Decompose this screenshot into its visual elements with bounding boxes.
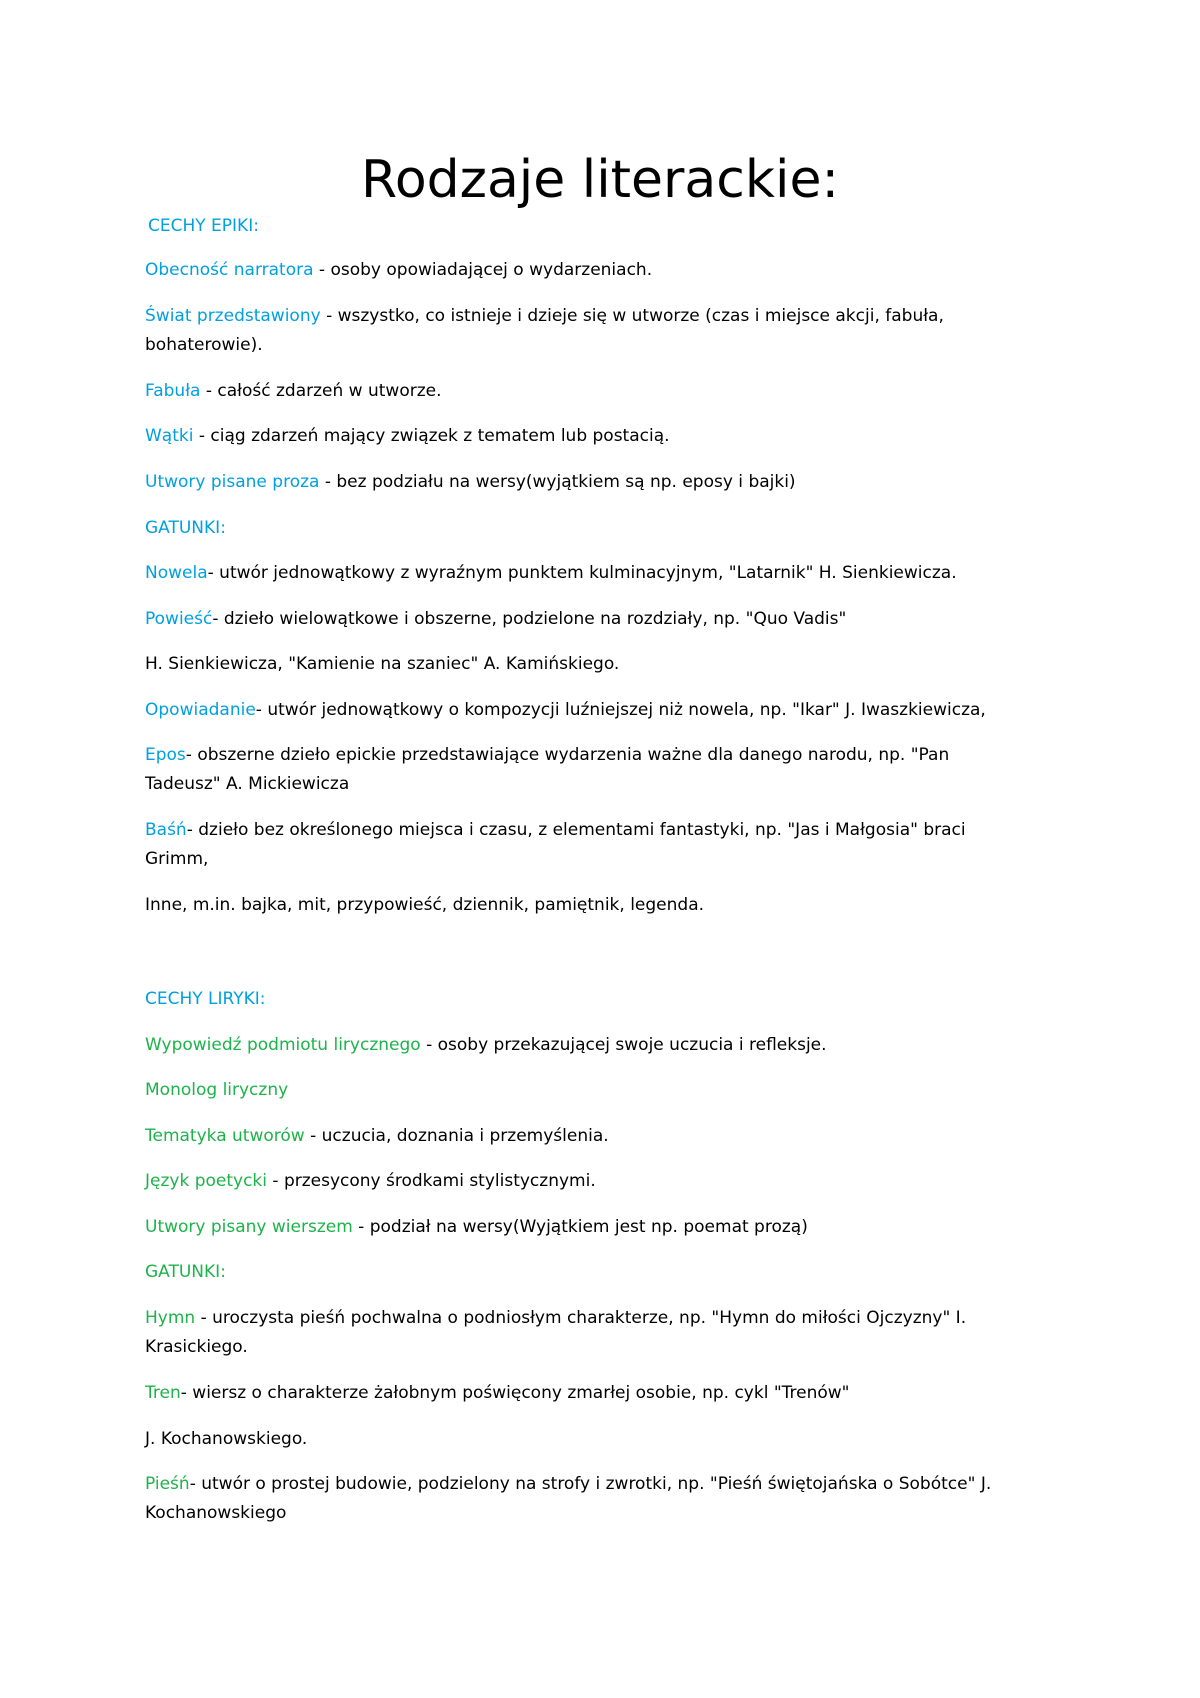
lyric-genre bbox=[145, 1379, 1065, 1408]
lyric-feature bbox=[145, 1213, 1065, 1242]
feature-desc: - przesycony środkami stylistycznymi. bbox=[267, 1171, 596, 1191]
genre-desc: - obszerne dzieło epickie przedstawiające wydarzenia ważne dla danego narodu, np. "Pan Tadeusz" A. Mickiewicza bbox=[145, 745, 950, 794]
feature-desc: - bez podziału na wersy(wyjątkiem są np. eposy i bajki) bbox=[319, 472, 796, 492]
genre-desc: - uroczysta pieśń pochwalna o podniosłym charakterze, np. "Hymn do miłości Ojczyzny" I. Krasickiego. bbox=[145, 1308, 967, 1357]
epic-genre bbox=[145, 696, 1065, 725]
epic-feature bbox=[145, 422, 1065, 451]
feature-term: Utwory pisane proza bbox=[145, 472, 320, 492]
feature-desc: - uczucia, doznania i przemyślenia. bbox=[304, 1126, 609, 1146]
genre-term: Pieśń bbox=[145, 1474, 190, 1494]
genre-term: Tren bbox=[145, 1383, 181, 1403]
epic-features-heading: CECHY EPIKI: bbox=[148, 216, 259, 236]
feature-term: Monolog liryczny bbox=[145, 1080, 289, 1100]
feature-term: Wątki bbox=[145, 426, 194, 446]
feature-desc: - ciąg zdarzeń mający związek z tematem lub postacią. bbox=[193, 426, 670, 446]
feature-desc: - osoby opowiadającej o wydarzeniach. bbox=[313, 260, 653, 280]
feature-term: Język poetycki bbox=[145, 1171, 267, 1191]
epic-genre bbox=[145, 816, 1025, 874]
genre-desc: - utwór jednowątkowy o kompozycji luźniejszej niż nowela, np. "Ikar" J. Iwaszkiewicza, bbox=[255, 700, 986, 720]
lyric-feature bbox=[145, 1167, 1065, 1196]
feature-desc: - podział na wersy(Wyjątkiem jest np. poemat prozą) bbox=[352, 1217, 808, 1237]
lyric-feature bbox=[145, 1031, 1065, 1060]
feature-term: Obecność narratora bbox=[145, 260, 314, 280]
genre-desc: - dzieło bez określonego miejsca i czasu, z elementami fantastyki, np. "Jas i Małgosia" braci Grimm, bbox=[145, 820, 966, 869]
genre-term: Powieść bbox=[145, 609, 213, 629]
genre-desc: - utwór jednowątkowy z wyraźnym punktem kulminacyjnym, "Latarnik" H. Sienkiewicza. bbox=[207, 563, 957, 583]
genre-term: Opowiadanie bbox=[145, 700, 256, 720]
lyric-genre bbox=[145, 1470, 1065, 1528]
feature-term: Tematyka utworów bbox=[145, 1126, 305, 1146]
epic-genre-continuation bbox=[145, 650, 1065, 679]
genre-desc: - utwór o prostej budowie, podzielony na strofy i zwrotki, np. "Pieśń świętojańska o Sobótce" J. Kochanowskiego bbox=[145, 1474, 992, 1523]
epic-genre bbox=[145, 605, 1065, 634]
epic-genres-heading: GATUNKI: bbox=[145, 518, 226, 538]
epic-genre bbox=[145, 741, 1005, 799]
epic-feature bbox=[145, 377, 1065, 406]
lyric-feature bbox=[145, 1076, 1065, 1105]
lyric-genres-heading: GATUNKI: bbox=[145, 1262, 226, 1282]
feature-term: Wypowiedź podmiotu lirycznego bbox=[145, 1035, 421, 1055]
genre-term: Hymn bbox=[145, 1308, 196, 1328]
epic-other-genres bbox=[145, 891, 1065, 920]
genre-term: Epos bbox=[145, 745, 186, 765]
epic-genre bbox=[145, 559, 1065, 588]
genre-desc: Inne, m.in. bajka, mit, przypowieść, dziennik, pamiętnik, legenda. bbox=[145, 895, 705, 915]
genre-term: Nowela bbox=[145, 563, 208, 583]
epic-feature bbox=[145, 468, 1065, 497]
page-title: Rodzaje literackie: bbox=[361, 150, 839, 210]
lyric-features-heading: CECHY LIRYKI: bbox=[145, 989, 266, 1009]
epic-feature bbox=[145, 256, 1065, 285]
feature-desc: - wszystko, co istnieje i dzieje się w utworze (czas i miejsce akcji, fabuła, bohaterowie). bbox=[145, 306, 944, 355]
lyric-genre-continuation bbox=[145, 1425, 1065, 1454]
epic-feature bbox=[145, 302, 1025, 360]
feature-term: Świat przedstawiony bbox=[145, 306, 321, 326]
genre-desc: J. Kochanowskiego. bbox=[145, 1429, 308, 1449]
lyric-feature bbox=[145, 1122, 1065, 1151]
feature-term: Utwory pisany wierszem bbox=[145, 1217, 353, 1237]
feature-desc: - całość zdarzeń w utworze. bbox=[200, 381, 442, 401]
genre-term: Baśń bbox=[145, 820, 187, 840]
genre-desc: - wiersz o charakterze żałobnym poświęcony zmarłej osobie, np. cykl "Trenów" bbox=[180, 1383, 850, 1403]
genre-desc: H. Sienkiewicza, "Kamienie na szaniec" A. Kamińskiego. bbox=[145, 654, 620, 674]
feature-term: Fabuła bbox=[145, 381, 201, 401]
lyric-genre bbox=[145, 1304, 1025, 1362]
genre-desc: - dzieło wielowątkowe i obszerne, podzielone na rozdziały, np. "Quo Vadis" bbox=[212, 609, 847, 629]
feature-desc: - osoby przekazującej swoje uczucia i refleksje. bbox=[420, 1035, 827, 1055]
